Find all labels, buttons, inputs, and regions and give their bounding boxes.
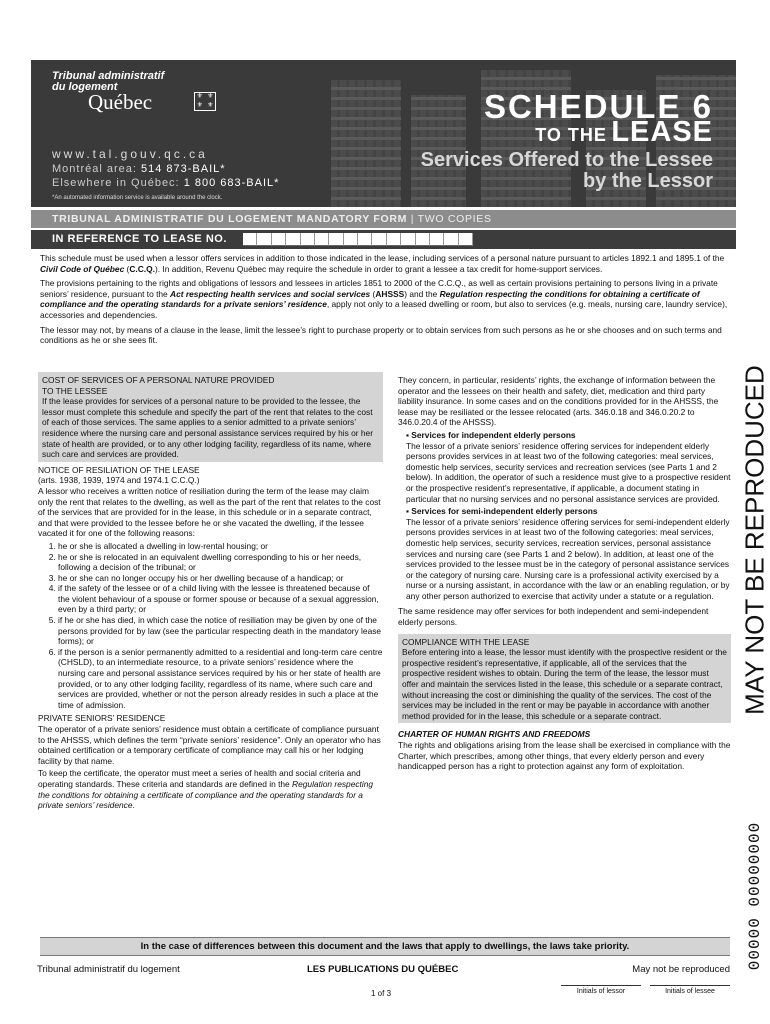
subtitle-line2: by the Lessor	[582, 170, 713, 192]
page-number: 1 of 3	[371, 989, 392, 998]
lease-text: LEASE	[611, 116, 713, 148]
schedule-title: SCHEDULE 6	[483, 88, 713, 125]
independent-title: ▪ Services for independent elderly persons	[406, 429, 576, 440]
initials-lessee-field[interactable]: Initials of lessee	[650, 985, 730, 995]
independent-text: The lessor of a private seniors’ residence offering services for independent elderly persons provides services in at least two of the following categories: meal services, domestic help services, security services and recreation services (see Parts 1 and 2 below). In addition, the operator of such a residence must give to a prospective resident or the prospective resident’s representative, if applicable, a document stating in particular that no nursing services and no personal assistance services are provided.	[406, 440, 731, 504]
cost-heading: COST OF SERVICES OF A PERSONAL NATURE PROVIDED	[42, 375, 275, 385]
automated-note: *An automated information service is available around the clock.	[52, 195, 223, 201]
montreal-number: 514 873-BAIL*	[141, 163, 226, 175]
intro-text	[40, 253, 730, 350]
elsewhere-number: 1 800 683-BAIL*	[183, 177, 280, 189]
footer-not-reproduced: May not be reproduced	[632, 964, 730, 975]
left-column	[38, 372, 383, 813]
list-item: 1. he or she is allocated a dwelling in low-rental housing; or	[58, 541, 383, 552]
semi-independent-title: ▪ Services for semi-independent elderly persons	[406, 506, 598, 517]
reference-label: IN REFERENCE TO LEASE NO.	[52, 233, 227, 245]
mandatory-form-band: TRIBUNAL ADMINISTRATIF DU LOGEMENT MANDATORY FORM | TWO COPIES	[31, 210, 736, 228]
form-serial-number: 00000 00000000	[746, 821, 764, 971]
same-residence-text: The same residence may offer services for both independent and semi-independent elderly persons.	[398, 606, 709, 628]
priority-notice: In the case of differences between this document and the laws that apply to dwellings, the laws take priority.	[40, 937, 730, 956]
montreal-label: Montréal area:	[52, 163, 137, 175]
elsewhere-phone	[52, 177, 279, 189]
compliance-box	[398, 634, 731, 724]
agency-line2: du logement	[52, 81, 118, 93]
semi-independent-text: The lessor of a private seniors’ residence offering services for semi-independent elderly persons provides services in at least two of the following categories: meal services, domestic help services, security services, recreation services, personal assistance services and nursing care (see Parts 1 and 2 below). In addition, at least one of the services provided to the lessee must be in the category of personal assistance services or the category of nursing care. Nursing care is a professional activity exercised by a nurse or a nursing assistant, in accordance with the law or an enabling regulation, or by any other person authorized to exercise that activity under a statute or a regulation.	[406, 516, 730, 601]
footer-agency: Tribunal administratif du logement	[37, 964, 180, 975]
quebec-flag-icon: ⚜ ⚜ ⚜ ⚜	[194, 92, 216, 111]
building-graphic	[331, 80, 401, 207]
private-residence-heading: PRIVATE SENIORS’ RESIDENCE	[38, 713, 166, 724]
cost-of-services-box	[38, 372, 383, 462]
compliance-heading: COMPLIANCE WITH THE LEASE	[402, 636, 530, 647]
intro-p2: The provisions pertaining to the rights and obligations of lessors and lessees in articles 1851 to 2000 of the C.C.Q., as well as certain provisions pertaining to persons living in a private seniors’ residence, pursuant to the Act respecting health services and social services (AHSSS) and the Regulation respecting the conditions for obtaining a certificate of compliance and the operating standards for a private seniors’ residence, apply not only to a leased dwelling or room, but also to services (e.g. meals, nursing care, laundry service), accessories and dependencies.	[40, 278, 728, 320]
concern-text: They concern, in particular, residents’ rights, the exchange of information between the operator and the lessees on their health and safety, diet, medication and third party liability insurance. In some cases and on the conditions provided for in the AHSSS, the lease may be resiliated or the lessee relocated (arts. 346.0.18 and 346.0.20.2 to 346.0.20.4 of the AHSSS).	[398, 375, 719, 428]
lease-number-field[interactable]	[243, 233, 473, 246]
cost-heading-2: TO THE LESSEE	[42, 385, 108, 396]
website-link[interactable]: www.tal.gouv.qc.ca	[52, 147, 208, 161]
cost-text: If the lease provides for services of a personal nature to be provided to the lessee, the lessor must complete this schedule and specify the part of the rent that relates to the cost of each of those services. The same applies to a senior admitted to a private seniors’ residence where the nursing care and personal assistance services required by his or her state of health are provided, or to any other lodging facility, regardless of its name, where such care and services are provided.	[42, 396, 373, 460]
initials-lessor-field[interactable]: Initials of lessor	[561, 985, 641, 995]
copies-label: TWO COPIES	[417, 213, 492, 225]
elsewhere-label: Elsewhere in Québec:	[52, 177, 180, 189]
right-column	[398, 375, 731, 774]
to-the-lease-title	[535, 116, 713, 149]
charter-heading: CHARTER OF HUMAN RIGHTS AND FREEDOMS	[398, 729, 591, 740]
may-not-be-reproduced-label: MAY NOT BE REPRODUCED	[739, 365, 770, 715]
agency-line1: Tribunal administratif	[52, 70, 165, 82]
list-item: 3. he or she can no longer occupy his or her dwelling because of a handicap; or	[58, 573, 383, 584]
to-the-text: TO THE	[535, 125, 607, 145]
notice-heading: NOTICE OF RESILIATION OF THE LEASE	[38, 464, 200, 475]
subtitle-line1: Services Offered to the Lessee	[420, 149, 713, 171]
list-item: 4. if the safety of the lessee or of a child living with the lessee is threatened because of the violent behaviour of a spouse or former spouse or because of a sexual aggression, even by a third party; or	[58, 583, 383, 615]
form-title: TRIBUNAL ADMINISTRATIF DU LOGEMENT MANDATORY FORM	[52, 213, 408, 225]
resiliation-reasons-list	[38, 541, 383, 711]
footer-publisher: LES PUBLICATIONS DU QUÉBEC	[307, 964, 459, 975]
semi-independent-services	[398, 506, 731, 601]
independent-services	[398, 430, 731, 504]
intro-p3: The lessor may not, by means of a clause in the lease, limit the lessee’s right to purchase property or to obtain services from such persons as he or she chooses and on such terms and conditions as he or she sees fit.	[40, 324, 722, 346]
notice-text: A lessor who receives a written notice of resiliation during the term of the lease may claim only the rent that relates to the dwelling, as well as the part of the rent that relates to the cost of the services that are provided for in the lease, in this schedule or in a separate contract, and that were provided to the lessee before he or she vacated the dwelling, if the lessee vacated it for one of the following reasons:	[38, 485, 381, 539]
montreal-phone	[52, 163, 226, 175]
list-item: 2. he or she is relocated in an equivalent dwelling corresponding to his or her needs, following a decision of the tribunal; or	[58, 552, 383, 573]
charter-text: The rights and obligations arising from the lease shall be exercised in compliance with the Charter, which prescribes, among other things, that every elderly person and every handicapped person has a right to protection against any form of exploitation.	[398, 740, 731, 772]
list-item: 5. if he or she has died, in which case the notice of resiliation may be given by one of the persons provided for by law (see the particular respecting death in the mandatory lease forms); or	[58, 615, 383, 647]
intro-p1: This schedule must be used when a lessor offers services in addition to those indicated in the lease, including services of a personal nature pursuant to articles 1892.1 and 1895.1 of the Civil Code of Québec (C.C.Q.). In addition, Revenu Québec may require the schedule in order to grant a lessee a tax credit for home-support services.	[40, 253, 725, 274]
compliance-text: Before entering into a lease, the lessor must identify with the prospective resident or the prospective resident’s representative, if applicable, all of the services that the prospective resident wishes to obtain. During the term of the lease, the lessor must offer and maintain the services listed in the lease, this schedule or a separate contract, without increasing the cost or diminishing the quality of the services. The cost of the services may be included in the rent or may be payable in accordance with another method provided for in the lease, this schedule or a separate contract.	[402, 647, 727, 721]
quebec-wordmark: Québec	[88, 90, 153, 114]
certificate-text: To keep the certificate, the operator must meet a series of health and social criteria and operating standards. These criteria and standards are defined in the Regulation respecting the conditions for obtaining a certificate of compliance and the operating standards for a private seniors’ residence.	[38, 768, 374, 811]
private-residence-text: The operator of a private seniors’ residence must obtain a certificate of compliance pursuant to the AHSSS, which defines the term “private seniors’ residence”. Only an operator who has obtained certification or a temporary certificate of compliance may call his or her lodging facility by that name.	[38, 724, 381, 766]
notice-articles: (arts. 1938, 1939, 1974 and 1974.1 C.C.Q.)	[38, 475, 200, 486]
list-item: 6. if the person is a senior permanently admitted to a residential and long-term care centre (CHSLD), to an intermediate resource, to a private seniors’ residence where the nursing care and personal assistance services required by his or her state of health are provided, or to any other lodging facility, regardless of its name, where such care and services are provided, whether or not the person already resides in such a place at the time of admission.	[58, 647, 383, 711]
